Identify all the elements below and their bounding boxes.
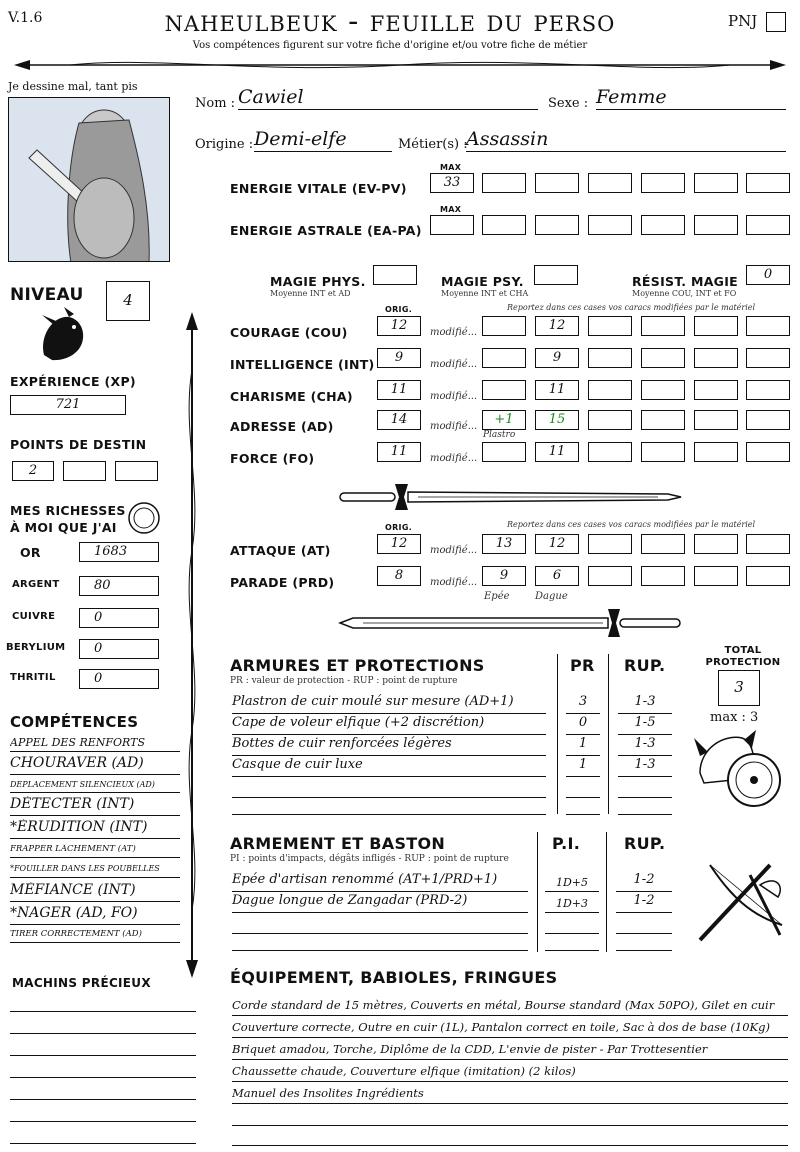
parade-mod-box[interactable] <box>641 566 685 586</box>
competence-item: TIRER CORRECTEMENT (AD) <box>10 929 180 943</box>
ev-max-box[interactable]: 33 <box>430 173 474 193</box>
adresse-mod-box[interactable] <box>641 410 685 430</box>
machins-line[interactable] <box>10 1088 196 1100</box>
pi-header: P.I. <box>552 834 581 853</box>
arme-empty-row[interactable] <box>232 914 528 934</box>
or-box[interactable]: 1683 <box>79 542 159 562</box>
modifie-label: modifié... <box>430 359 478 370</box>
ev-box[interactable] <box>588 173 632 193</box>
arme-empty-row[interactable] <box>545 935 599 951</box>
armure-pr[interactable]: 0 <box>566 715 600 735</box>
destin-box[interactable] <box>63 461 106 481</box>
intelligence-label: INTELLIGENCE (INT) <box>230 357 375 372</box>
force-mod-box[interactable] <box>694 442 738 462</box>
page-subtitle: Vos compétences figurent sur votre fiche d'origine et/ou votre fiche de métier <box>192 40 588 51</box>
competence-item: DÉPLACEMENT SILENCIEUX (AD) <box>10 780 180 793</box>
charisme-mod-box[interactable] <box>641 380 685 400</box>
equipement-empty-line[interactable] <box>232 1130 788 1146</box>
intelligence-mod-box[interactable] <box>641 348 685 368</box>
destin-box[interactable] <box>115 461 158 481</box>
parade-mod-box[interactable]: 6 <box>535 566 579 586</box>
competence-item: CHOURAVER (AD) <box>10 755 180 775</box>
adresse-mod-box[interactable]: 15 <box>535 410 579 430</box>
nom-field[interactable]: Cawiel <box>238 86 538 110</box>
magie-phys-note: Moyenne INT et AD <box>270 289 351 298</box>
equipement-title: ÉQUIPEMENT, BABIOLES, FRINGUES <box>230 968 558 987</box>
argent-label: ARGENT <box>12 579 60 590</box>
arme-rup[interactable]: 1-2 <box>616 872 672 892</box>
max-protection: max : 3 <box>710 710 759 725</box>
armement-col-divider <box>606 832 607 952</box>
charisme-mod-box[interactable] <box>482 380 526 400</box>
machins-line[interactable] <box>10 1044 196 1056</box>
magie-phys-box[interactable] <box>373 265 417 285</box>
argent-box[interactable]: 80 <box>79 576 159 596</box>
courage-mod-box[interactable] <box>482 316 526 336</box>
ev-box[interactable] <box>482 173 526 193</box>
machins-line[interactable] <box>10 1000 196 1012</box>
niveau-label: NIVEAU <box>10 285 84 305</box>
force-mod-box[interactable] <box>482 442 526 462</box>
force-mod-box[interactable] <box>641 442 685 462</box>
pnj-label: PNJ <box>728 12 758 30</box>
ea-box[interactable] <box>588 215 632 235</box>
machins-line[interactable] <box>10 1022 196 1034</box>
equipement-empty-line[interactable] <box>232 1108 788 1126</box>
experience-box[interactable]: 721 <box>10 395 126 415</box>
competence-item: DÉTECTER (INT) <box>10 796 180 816</box>
armure-pr[interactable]: 1 <box>566 757 600 777</box>
attaque-mod-box[interactable]: 12 <box>535 534 579 554</box>
parade-orig-box[interactable]: 8 <box>377 566 421 586</box>
armement-note: PI : points d'impacts, dégâts infligés - RUP : point de rupture <box>230 854 509 864</box>
nom-label: Nom : <box>195 96 236 111</box>
ea-box[interactable] <box>746 215 790 235</box>
resist-magie-note: Moyenne COU, INT et FO <box>632 289 737 298</box>
modifie-label: modifié... <box>430 453 478 464</box>
cuivre-box[interactable]: 0 <box>79 608 159 628</box>
attaque-mod-box[interactable] <box>641 534 685 554</box>
competence-item: FRAPPER LÂCHEMENT (AT) <box>10 844 180 858</box>
attaque-label: ATTAQUE (AT) <box>230 543 331 558</box>
sword-ornament <box>338 606 683 640</box>
arme-empty-row[interactable] <box>616 914 672 934</box>
competence-item: APPEL DES RENFORTS <box>10 736 180 752</box>
resist-magie-label: RÉSIST. MAGIE <box>632 274 739 289</box>
armement-col-divider <box>537 832 538 952</box>
resist-magie-box[interactable]: 0 <box>746 265 790 285</box>
niveau-box[interactable]: 4 <box>106 281 150 321</box>
version-label: V.1.6 <box>8 10 43 26</box>
modifie-label: modifié... <box>430 327 478 338</box>
intelligence-mod-box[interactable] <box>482 348 526 368</box>
machins-line[interactable] <box>10 1066 196 1078</box>
attaque-orig-box[interactable]: 12 <box>377 534 421 554</box>
courage-mod-box[interactable] <box>641 316 685 336</box>
armement-title: ARMEMENT ET BASTON <box>230 834 446 853</box>
dragon-icon <box>34 305 90 365</box>
weapons-icon <box>690 855 790 945</box>
parade-label: PARADE (PRD) <box>230 575 335 590</box>
machins-title: MACHINS PRÉCIEUX <box>12 976 151 990</box>
intelligence-orig-box[interactable]: 9 <box>377 348 421 368</box>
courage-mod-box[interactable] <box>694 316 738 336</box>
combat-orig-label: ORIG. <box>385 523 413 532</box>
armure-pr[interactable]: 1 <box>566 736 600 756</box>
magie-psy-note: Moyenne INT et CHA <box>441 289 529 298</box>
ea-max-box[interactable] <box>430 215 474 235</box>
ea-label: ENERGIE ASTRALE (EA-PA) <box>230 223 422 238</box>
destin-box[interactable]: 2 <box>12 461 54 481</box>
armure-name[interactable]: Cape de voleur elfique (+2 discrétion) <box>232 715 546 735</box>
epee-note: Epée <box>484 591 510 602</box>
adresse-mod-note: Plastro <box>483 430 516 440</box>
equipement-item[interactable]: Manuel des Insolites Ingrédients <box>232 1086 788 1104</box>
character-portrait <box>8 97 170 262</box>
armure-rup[interactable]: 1-5 <box>618 715 672 735</box>
dague-note: Dague <box>535 591 568 602</box>
competences-title: COMPÉTENCES <box>10 713 139 731</box>
ea-max-label: MAX <box>440 205 462 214</box>
armure-rup[interactable]: 1-3 <box>618 694 672 714</box>
adresse-mod-box[interactable] <box>588 410 632 430</box>
adresse-mod-box[interactable] <box>746 410 790 430</box>
sword-ornament <box>338 480 683 514</box>
header-spear-ornament <box>10 54 790 76</box>
pr-header: PR <box>570 656 595 675</box>
arme-name[interactable]: Dague longue de Zangadar (PRD-2) <box>232 893 528 913</box>
combat-note: Reportez dans ces cases vos caracs modifiées par le matériel <box>507 520 756 529</box>
ev-box[interactable] <box>694 173 738 193</box>
force-mod-box[interactable] <box>588 442 632 462</box>
sexe-field[interactable]: Femme <box>596 86 786 110</box>
ev-max-label: MAX <box>440 163 462 172</box>
force-orig-box[interactable]: 11 <box>377 442 421 462</box>
armure-empty-row[interactable] <box>566 778 600 798</box>
magie-psy-label: MAGIE PSY. <box>441 274 524 289</box>
ev-box[interactable] <box>641 173 685 193</box>
armure-empty-row[interactable] <box>232 778 546 798</box>
arme-empty-row[interactable] <box>545 914 599 934</box>
charisme-mod-box[interactable] <box>588 380 632 400</box>
armure-rup[interactable]: 1-3 <box>618 736 672 756</box>
richesses-label-2: À MOI QUE J'AI <box>10 520 117 535</box>
arme-pi[interactable]: 1D+3 <box>545 893 599 913</box>
pnj-checkbox[interactable] <box>766 12 786 32</box>
armure-name[interactable]: Bottes de cuir renforcées légères <box>232 736 546 756</box>
attaque-mod-box[interactable] <box>694 534 738 554</box>
magie-phys-label: MAGIE PHYS. <box>270 274 366 289</box>
equipement-item[interactable]: Chaussette chaude, Couverture elfique (imitation) (2 kilos) <box>232 1064 788 1082</box>
modifie-label: modifié... <box>430 421 478 432</box>
metier-label: Métier(s) : <box>398 137 468 152</box>
or-label: OR <box>20 545 41 560</box>
courage-mod-box[interactable] <box>588 316 632 336</box>
intelligence-mod-box[interactable]: 9 <box>535 348 579 368</box>
coin-icon <box>127 501 161 535</box>
intelligence-mod-box[interactable] <box>588 348 632 368</box>
ea-box[interactable] <box>535 215 579 235</box>
parade-mod-box[interactable]: 9 <box>482 566 526 586</box>
courage-mod-box[interactable]: 12 <box>535 316 579 336</box>
machins-line[interactable] <box>10 1132 196 1144</box>
ev-box[interactable] <box>535 173 579 193</box>
charisme-orig-box[interactable]: 11 <box>377 380 421 400</box>
armures-col-divider <box>557 654 558 814</box>
force-mod-box[interactable]: 11 <box>535 442 579 462</box>
equipement-item[interactable]: Briquet amadou, Torche, Diplôme de la CDD, L'envie de pister - Par Trottesentier <box>232 1042 788 1060</box>
parade-mod-box[interactable] <box>588 566 632 586</box>
spear-divider <box>180 310 204 980</box>
courage-orig-box[interactable]: 12 <box>377 316 421 336</box>
thritil-box[interactable]: 0 <box>79 669 159 689</box>
attaque-mod-box[interactable] <box>588 534 632 554</box>
berylium-box[interactable]: 0 <box>79 639 159 659</box>
arme-rup[interactable]: 1-2 <box>616 893 672 913</box>
armure-name[interactable]: Plastron de cuir moulé sur mesure (AD+1) <box>232 694 546 714</box>
rup-header: RUP. <box>624 656 666 675</box>
arme-name[interactable]: Epée d'artisan renommé (AT+1/PRD+1) <box>232 872 528 892</box>
adresse-mod-box[interactable] <box>694 410 738 430</box>
helmet-shield-icon <box>694 728 790 812</box>
armure-empty-row[interactable] <box>232 799 546 815</box>
armures-note: PR : valeur de protection - RUP : point de rupture <box>230 676 458 686</box>
metier-field[interactable]: Assassin <box>466 128 786 152</box>
arme-empty-row[interactable] <box>232 935 528 951</box>
attaque-mod-box[interactable] <box>746 534 790 554</box>
carac-orig-label: ORIG. <box>385 305 413 314</box>
total-protection-label: TOTAL PROTECTION <box>705 645 781 668</box>
ea-box[interactable] <box>641 215 685 235</box>
modifie-label: modifié... <box>430 391 478 402</box>
intelligence-mod-box[interactable] <box>694 348 738 368</box>
origine-field[interactable]: Demi-elfe <box>254 128 392 152</box>
armement-rup-header: RUP. <box>624 834 666 853</box>
total-protection-box[interactable]: 3 <box>718 670 760 706</box>
adresse-label: ADRESSE (AD) <box>230 419 334 434</box>
cuivre-label: CUIVRE <box>12 611 56 622</box>
modifie-label: modifié... <box>430 545 478 556</box>
force-mod-box[interactable] <box>746 442 790 462</box>
adresse-orig-box[interactable]: 14 <box>377 410 421 430</box>
armure-empty-row[interactable] <box>566 799 600 815</box>
richesses-label: MES RICHESSES <box>10 503 126 518</box>
ev-label: ENERGIE VITALE (EV-PV) <box>230 181 407 196</box>
experience-label: EXPÉRIENCE (XP) <box>10 374 136 389</box>
arme-empty-row[interactable] <box>616 935 672 951</box>
courage-label: COURAGE (COU) <box>230 325 348 340</box>
ea-box[interactable] <box>482 215 526 235</box>
carac-note: Reportez dans ces cases vos caracs modifiées par le matériel <box>507 303 756 312</box>
parade-mod-box[interactable] <box>746 566 790 586</box>
armure-rup[interactable]: 1-3 <box>618 757 672 777</box>
ev-box[interactable] <box>746 173 790 193</box>
portrait-caption: Je dessine mal, tant pis <box>8 80 138 93</box>
competence-item: *NAGER (AD, FO) <box>10 905 180 925</box>
competence-item: *FOUILLER DANS LES POUBELLES <box>10 864 180 878</box>
competence-item: MÉFIANCE (INT) <box>10 882 180 902</box>
machins-line[interactable] <box>10 1110 196 1122</box>
armures-col-divider <box>608 654 609 814</box>
armure-empty-row[interactable] <box>618 778 672 798</box>
destin-label: POINTS DE DESTIN <box>10 437 147 452</box>
sexe-label: Sexe : <box>548 96 589 111</box>
armure-pr[interactable]: 3 <box>566 694 600 714</box>
attaque-mod-box[interactable]: 13 <box>482 534 526 554</box>
charisme-mod-box[interactable]: 11 <box>535 380 579 400</box>
origine-label: Origine : <box>195 137 254 152</box>
arme-pi[interactable]: 1D+5 <box>545 872 599 892</box>
charisme-mod-box[interactable] <box>694 380 738 400</box>
magie-psy-box[interactable] <box>534 265 578 285</box>
equipement-item[interactable]: Corde standard de 15 mètres, Couverts en métal, Bourse standard (Max 50PO), Gilet en cuir <box>232 998 788 1016</box>
ea-box[interactable] <box>694 215 738 235</box>
armure-name[interactable]: Casque de cuir luxe <box>232 757 546 777</box>
charisme-label: CHARISME (CHA) <box>230 389 353 404</box>
modifie-label: modifié... <box>430 577 478 588</box>
thritil-label: THRITIL <box>10 672 56 683</box>
armures-title: ARMURES ET PROTECTIONS <box>230 656 485 675</box>
adresse-mod-box[interactable]: +1 <box>482 410 526 430</box>
armure-empty-row[interactable] <box>618 799 672 815</box>
equipement-item[interactable]: Couverture correcte, Outre en cuir (1L), Pantalon correct en toile, Sac à dos de base (10Kg) <box>232 1020 788 1038</box>
charisme-mod-box[interactable] <box>746 380 790 400</box>
competence-item: *ÉRUDITION (INT) <box>10 819 180 839</box>
force-label: FORCE (FO) <box>230 451 315 466</box>
intelligence-mod-box[interactable] <box>746 348 790 368</box>
courage-mod-box[interactable] <box>746 316 790 336</box>
page-title: naheulbeuk - feuille du perso <box>164 4 616 39</box>
parade-mod-box[interactable] <box>694 566 738 586</box>
berylium-label: BERYLIUM <box>6 642 66 653</box>
